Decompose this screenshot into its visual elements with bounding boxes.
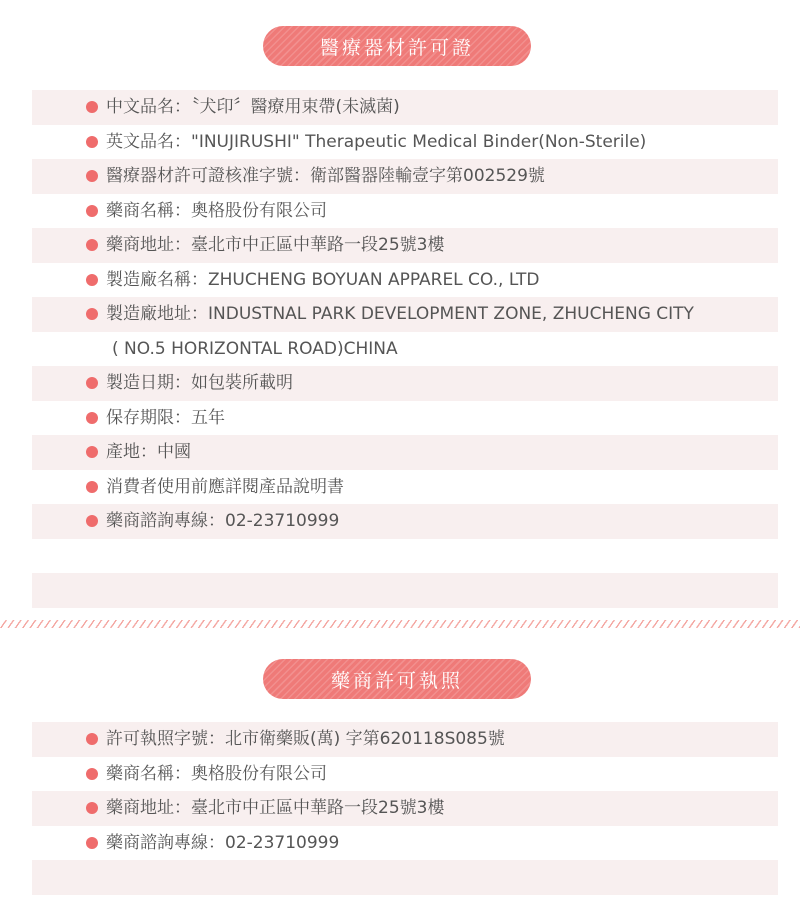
bullet-dot-icon (86, 733, 98, 745)
list-item (32, 159, 778, 194)
list-item-text: 許可執照字號：北市衛藥販(萬) 字第620118S085號 (106, 729, 505, 749)
list-item-text: 製造廠名稱：ZHUCHENG BOYUAN APPAREL CO., LTD (106, 269, 540, 290)
bullet-dot-icon (86, 308, 98, 320)
list-item-continuation (32, 332, 778, 367)
list-item (32, 228, 778, 263)
section-divider (0, 620, 800, 628)
list-item-text: 消費者使用前應詳閱產品說明書 (106, 476, 344, 497)
list-item-text: 保存期限：五年 (106, 407, 225, 428)
list-item (32, 470, 778, 505)
list-item (32, 90, 778, 125)
bullet-dot-icon (86, 136, 98, 148)
bullet-dot-icon (86, 205, 98, 217)
medical-device-license-list (32, 90, 778, 608)
empty-row (32, 860, 778, 895)
list-item (32, 401, 778, 436)
list-item (32, 826, 778, 861)
section-title-text: 藥商許可執照 (330, 669, 463, 692)
list-item (32, 504, 778, 539)
list-item (32, 125, 778, 160)
bullet-dot-icon (86, 412, 98, 424)
list-item (32, 366, 778, 401)
list-item-text: 藥商地址：臺北市中正區中華路一段25號3樓 (106, 235, 445, 255)
list-item-text: ( NO.5 HORIZONTAL ROAD)CHINA (112, 338, 398, 359)
list-item-text: 製造日期：如包裝所載明 (106, 373, 293, 393)
bullet-dot-icon (86, 446, 98, 458)
pharmacy-license-title (263, 659, 531, 699)
bullet-dot-icon (86, 481, 98, 493)
bullet-dot-icon (86, 377, 98, 389)
list-item-text: 產地：中國 (106, 442, 191, 462)
list-item-text: 藥商諮詢專線：02-23710999 (106, 832, 340, 853)
bullet-dot-icon (86, 170, 98, 182)
pharmacy-license-list (32, 722, 778, 895)
empty-row (32, 539, 778, 574)
empty-row (32, 573, 778, 608)
list-item-text: 藥商諮詢專線：02-23710999 (106, 511, 340, 531)
list-item (32, 722, 778, 757)
bullet-dot-icon (86, 515, 98, 527)
list-item (32, 263, 778, 298)
list-item-text: 中文品名：〝犬印〞醫療用束帶(未滅菌) (106, 97, 400, 117)
medical-device-license-title (263, 26, 531, 66)
list-item-text: 製造廠地址：INDUSTNAL PARK DEVELOPMENT ZONE, ZHUCHENG CITY (106, 304, 694, 324)
list-item-text: 藥商名稱：奧格股份有限公司 (106, 763, 327, 784)
list-item (32, 297, 778, 332)
list-item-text: 藥商名稱：奧格股份有限公司 (106, 200, 327, 221)
bullet-dot-icon (86, 239, 98, 251)
bullet-dot-icon (86, 837, 98, 849)
list-item-text: 英文品名："INUJIRUSHI" Therapeutic Medical Binder(Non-Sterile) (106, 131, 647, 152)
list-item-text: 藥商地址：臺北市中正區中華路一段25號3樓 (106, 798, 445, 818)
list-item (32, 435, 778, 470)
bullet-dot-icon (86, 101, 98, 113)
bullet-dot-icon (86, 768, 98, 780)
list-item (32, 757, 778, 792)
list-item-text: 醫療器材許可證核准字號：衛部醫器陸輸壹字第002529號 (106, 166, 545, 186)
list-item (32, 791, 778, 826)
list-item (32, 194, 778, 229)
bullet-dot-icon (86, 274, 98, 286)
bullet-dot-icon (86, 802, 98, 814)
section-title-text: 醫療器材許可證 (319, 36, 474, 59)
